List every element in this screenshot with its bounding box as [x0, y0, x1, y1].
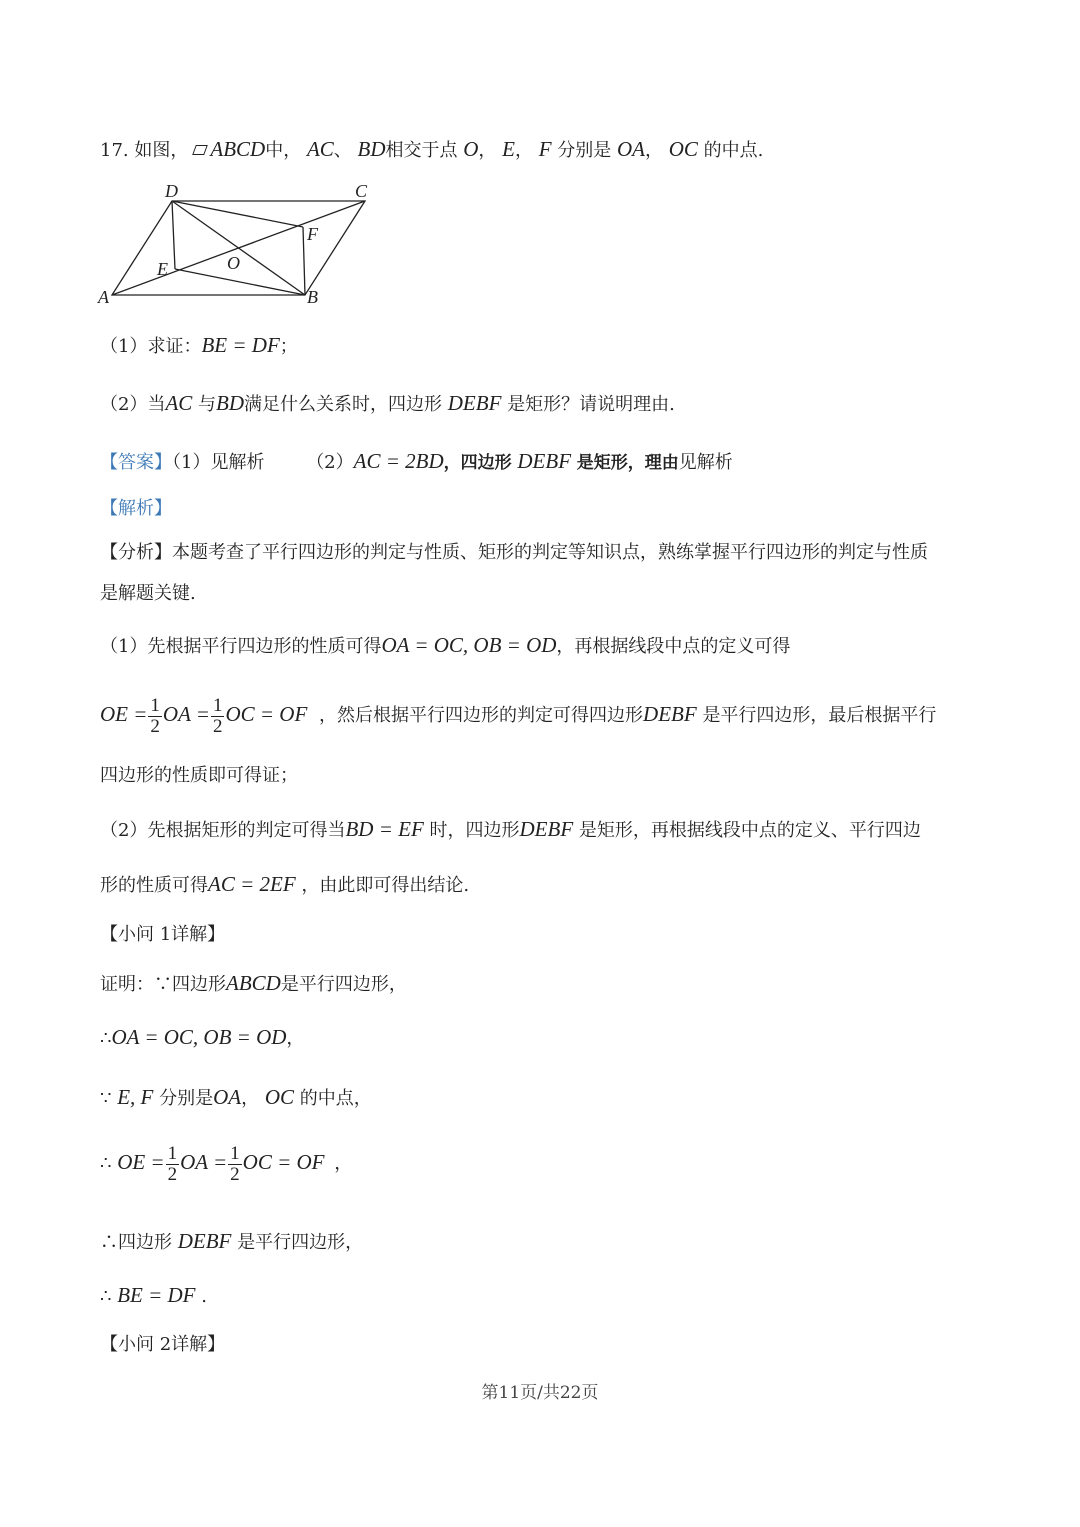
analysis-p3: 四边形的性质即可得证； [100, 765, 298, 786]
label-b: B [307, 287, 318, 307]
analysis-tag: 【解析】 [100, 498, 172, 519]
fraction-half: $\frac{1}{2}$ [230, 1142, 240, 1185]
geometry-figure [95, 178, 385, 308]
analysis-line-1: 【分析】本题考查了平行四边形的判定与性质、矩形的判定等知识点，熟练掌握平行四边形的判定与性质 [100, 542, 928, 563]
problem-statement: 17. 如图， ABCD中， AC、 BD相交于点 O， E， F 分别是 OA， OC 的中点. [100, 137, 764, 161]
proof-line-1: 证明：∵四边形ABCD是平行四边形， [100, 971, 407, 995]
proof-line-5: ∴四边形 DEBF 是平行四边形， [100, 1229, 364, 1253]
question-2: （2）当AC 与BD满足什么关系时，四边形 DEBF 是矩形？请说明理由. [100, 391, 675, 415]
proof-line-4: ∴ OE = $\frac{1}{2}$ OA = $\frac{1}{2}$ OC = OF ， [100, 1142, 353, 1185]
fraction-half: $\frac{1}{2}$ [150, 694, 160, 737]
analysis-line-2: 是解题关键. [100, 583, 196, 604]
label-d: D [165, 181, 178, 201]
proof-line-3: ∵ E, F 分别是OA， OC 的中点， [100, 1085, 372, 1109]
fraction-half: $\frac{1}{2}$ [167, 1142, 178, 1185]
label-c: C [355, 181, 368, 201]
label-a: A [98, 287, 109, 307]
analysis-p4: （2）先根据矩形的判定可得当BD = EF 时，四边形DEBF 是矩形，再根据线段中点的定义、平行四边 [100, 817, 921, 841]
label-o: O [227, 253, 240, 273]
analysis-p5: 形的性质可得AC = 2EF ，由此即可得出结论. [100, 872, 470, 896]
label-e: E [157, 259, 168, 279]
label-f: F [307, 224, 318, 244]
question-1: （1）求证：BE = DF； [100, 333, 298, 357]
proof-line-2: ∴OA = OC, OB = OD， [100, 1025, 305, 1049]
analysis-p1: （1）先根据平行四边形的性质可得OA = OC, OB = OD，再根据线段中点的定义可得 [100, 633, 791, 657]
detail-2-tag: 【小问 2详解】 [100, 1334, 226, 1355]
problem-number: 17. [100, 140, 129, 161]
page-footer: 第11页/共22页 [481, 1383, 599, 1403]
parallelogram-icon [193, 145, 209, 155]
analysis-p2: OE = $\frac{1}{2}$ OA = $\frac{1}{2}$ OC = OF ，然后根据平行四边形的判定可得四边形DEBF 是平行四边形，最后根据平行 [100, 694, 937, 737]
answer-line: 【答案】（1）见解析 （2）AC = 2BD，四边形 DEBF 是矩形，理由见解析 [100, 449, 733, 473]
proof-line-6: ∴ BE = DF . [100, 1283, 207, 1307]
detail-1-tag: 【小问 1详解】 [100, 924, 226, 945]
fraction-half: $\frac{1}{2}$ [212, 694, 223, 737]
answer-tag: 【答案】 [100, 452, 172, 473]
